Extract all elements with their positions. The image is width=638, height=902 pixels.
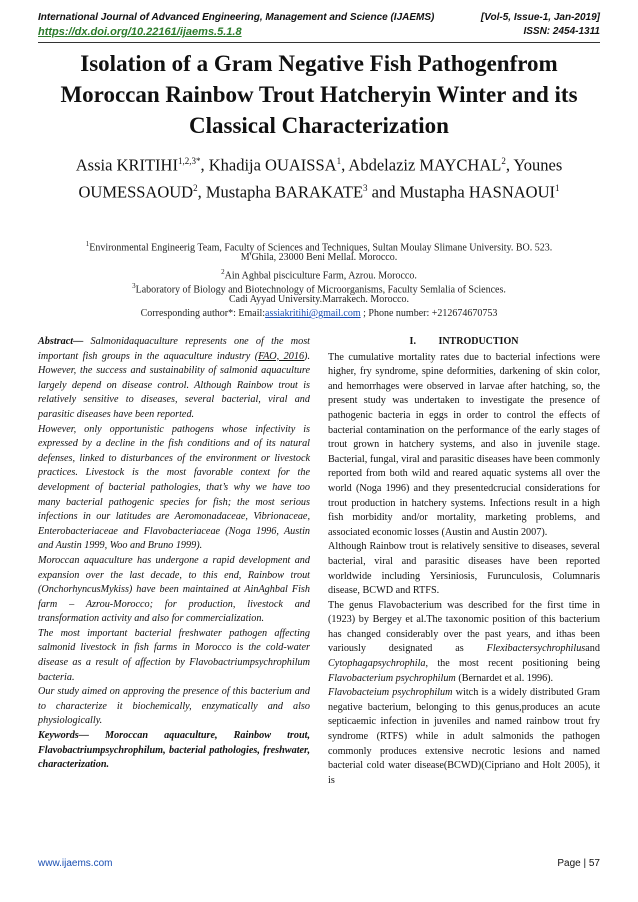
author-name: Assia KRITIHI	[75, 155, 178, 175]
abstract-paragraph: Moroccan aquaculture has undergone a rapid development and expansion over the last decade, to this end, Rainbow trout (OnchorhyncusMykiss) have been maintained at AinAghbal Fish farm – Azrou-Morocco; for production, livestock and transformation activity and also for commercialization.	[38, 554, 310, 625]
author-name: Abdelaziz MAYCHAL	[348, 155, 502, 175]
intro-paragraph: The cumulative mortality rates due to bacterial infections were higher, fry syndrome, spine deformities, darkening of skin color, and hemorrhages were observed in larvae after hatching, so, the present study was undertaken to investigate the presence of pathogenic bacteria in eggs in order to control the effects of bacterial contamination on the performance of the early stages of trout grown in hatchery systems, and also in juvenile stage. Bacterial, fungal, viral and parasitic diseases have been commonly reported from both wild and reared aquatic systems all over the world (Noga 1996) and they presentedcrucial considerations for trout production in hatchery systems. Infections result in a high fish morbidity and/or mortality, marketing problems, and associated economic losses (Austin and Austin 2007).	[328, 351, 600, 538]
author-list: Assia $KRITIHI^{1,2,3*}$, Khadija OUAISSA$^1$, Abdelaziz MAYCHAL$^2$, Younes OUMESSAOUD$^2$, Mustapha BARAKATE$^3$ and Mustapha HASNAOUI$^1$	[75, 155, 563, 201]
affiliation-3: $^3$Laboratory of Biology and Biotechnology of Microorganisms, Faculty Semlalia of Sciences.	[132, 282, 506, 296]
affiliation-2: $^2$Ain Aghbal pisciculture Farm, Azrou. Morocco.	[221, 268, 417, 282]
intro-paragraph: Flavobacteium psychrophilum witch is a widely distributed Gram negative bacterium, belonging to this genus,produces an acute septicaemic infection in juveniles and named rainbow trout fry syndrome (RTFS) while in adult salmonids the pathogen commonly produces extensive necrotic lesions and named bacterial cold water disease(BCWD)(Cipriano and Holt 2005), it is	[328, 687, 601, 786]
intro-paragraph: Although Rainbow trout is relatively sensitive to diseases, several bacterial, viral and parasitic diseases have been reported worldwide including Yersiniosis, Furunculosis, Columnaris disease, BCWD and RTFS.	[328, 541, 600, 597]
website-link[interactable]: www.ijaems.com	[38, 858, 113, 869]
abstract-paragraph: The most important bacterial freshwater pathogen affecting salmonid livestock in fish farms in Morocco is the cold-water disease as a result of affection by Flavobactriumpsychrophilum bacteria.	[38, 627, 310, 683]
introduction-column	[328, 335, 600, 788]
journal-name: International Journal of Advanced Engineering, Management and Science (IJAEMS)	[38, 12, 435, 23]
author-name: Mustapha HASNAOUI	[399, 182, 555, 201]
abstract-column	[38, 335, 310, 773]
keywords: Keywords— Moroccan aquaculture, Rainbow trout, Flavobactriumpsychrophilum, bacterial pathologies, freshwater, characterization.	[38, 730, 310, 771]
author-name: Younes OUMESSAOUD	[78, 155, 563, 201]
author-name: Khadija OUAISSA	[208, 155, 337, 175]
header-rule	[38, 42, 600, 43]
affiliation-1: $^1$Environmental Engineerig Team, Faculty of Sciences and Techniques, Sultan Moulay Slimane University. BO. 523.	[85, 240, 553, 254]
affiliation-1-cont: M'Ghila, 23000 Beni Mellal. Morocco.	[240, 252, 398, 263]
issn: ISSN: 2454-1311	[523, 26, 600, 37]
citation-link[interactable]: FAO, 2016	[258, 350, 305, 362]
doi-link[interactable]: https://dx.doi.org/10.22161/ijaems.5.1.8	[38, 26, 242, 38]
corresponding-author: Corresponding author*: Email:assiakritihi@gmail.com ; Phone number: +212674670753	[140, 308, 498, 319]
email-link[interactable]: assiakritihi@gmail.com	[265, 308, 361, 319]
author-name: Mustapha BARAKATE	[205, 182, 364, 201]
abstract-paragraph: Our study aimed on approving the presence of this bacterium and to characterize it biochemically, enzymatically and also physiologically.	[38, 686, 310, 727]
page-number: Page | 57	[557, 858, 600, 869]
keywords-label: Keywords—	[38, 730, 89, 742]
affiliation-3-cont: Cadi Ayyad University.Marrakech. Morocco.	[228, 294, 410, 305]
section-heading: I. INTRODUCTION	[409, 336, 519, 347]
volume-info: [Vol-5, Issue-1, Jan-2019]	[480, 12, 600, 23]
paper-title: Isolation of a Gram Negative Fish Pathogenfrom Moroccan Rainbow Trout Hatcheryin Winter and its Classical Characterization	[60, 51, 578, 138]
abstract-paragraph: Abstract— Salmonidaquaculture represents one of the most important fish groups in the aquaculture industry (FAO, 2016). However, the success and sustainability of salmonid aquaculture largely depend on disease control. Although Rainbow trout is relatively sensitive to diseases, several bacterial, viral and parasitic diseases have been reported.	[38, 336, 310, 420]
intro-paragraph: The genus Flavobacterium was described for the first time in (1923) by Bergey et al.The taxonomic position of this bacterium has changed considerably over the past years, and ithas been variously designated as Flexibactersychrophilusand Cytophagapsychrophila, the most recent positioning being Flavobacterium psychrophilum (Bernardet et al. 1996).	[328, 599, 600, 684]
abstract-label: Abstract—	[38, 336, 84, 347]
abstract-paragraph: However, only opportunistic pathogens whose infectivity is expressed by a decline in the fish conditions and of its natural defenses, linked to disturbances of the environment or livestock practices. Livestock is the most favorable context for the development of bacterial pathologies, that’s why we have too many bacterial pathogenic species for fish; the most serious infections in our latitudes are Aeromonadaceae, Vibrionaceae, Enterobacteriaceae and Flavobacteriaceae (Noga 1996, Austin and Austin 1999, Woo and Bruno 1999).	[38, 423, 310, 552]
